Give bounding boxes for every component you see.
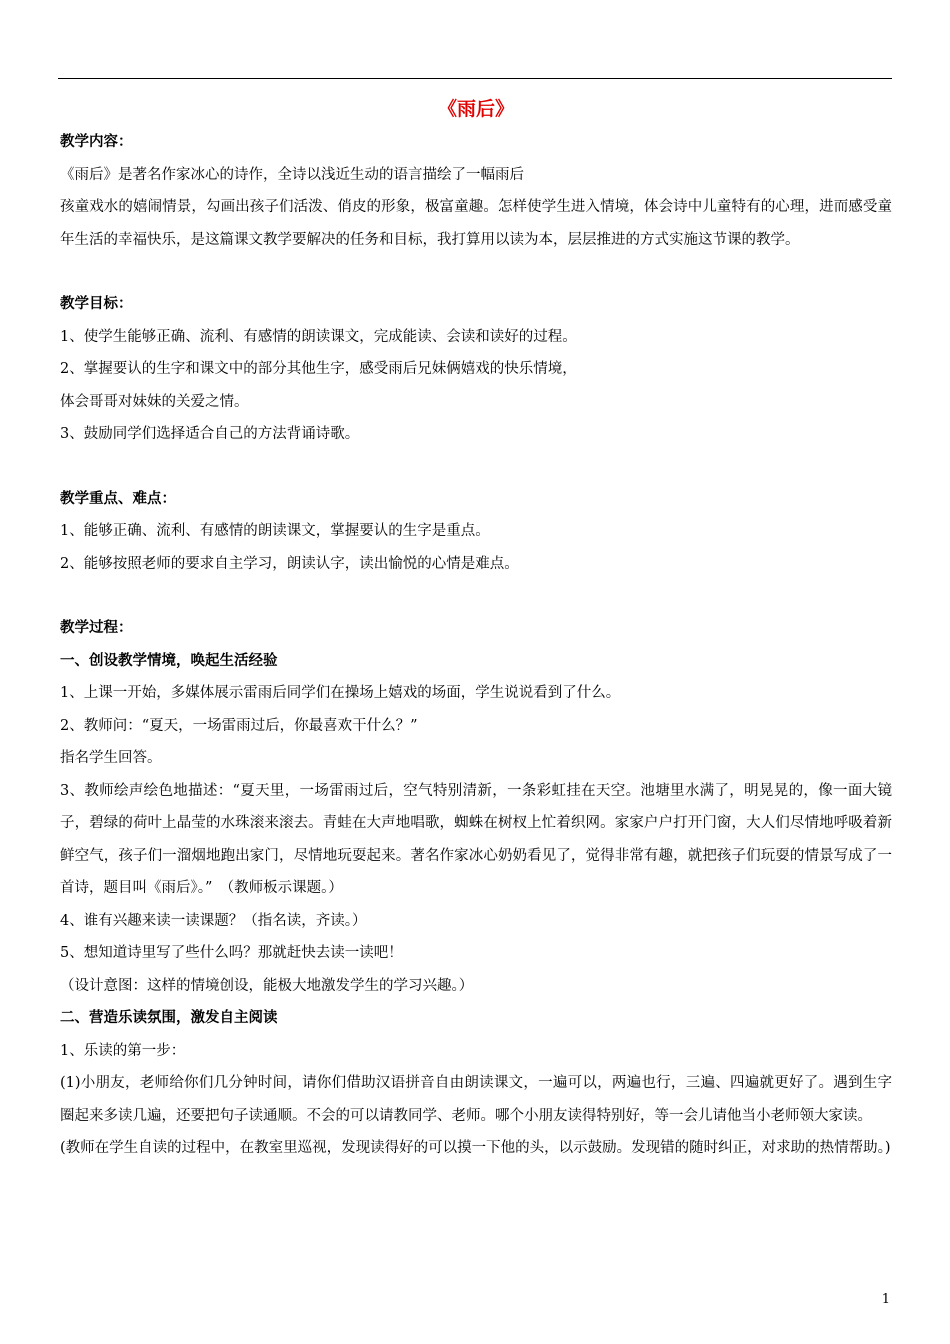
content-line: 《雨后》是著名作家冰心的诗作，全诗以浅近生动的语言描绘了一幅雨后 — [60, 166, 524, 183]
key-points-heading: 教学重点、难点： — [60, 489, 176, 507]
document-body — [60, 92, 892, 1165]
key-point-item: 1、能够正确、流利、有感情的朗读课文，掌握要认的生字是重点。 — [60, 523, 490, 539]
page-number: 1 — [881, 1292, 890, 1307]
section1-heading: 一、创设教学情境，唤起生活经验 — [60, 651, 278, 669]
goals-heading: 教学目标： — [60, 295, 133, 312]
content-paragraph: 孩童戏水的嬉闹情景，勾画出孩子们活泼、俏皮的形象，极富童趣。怎样使学生进入情境，体会诗中儿童特有的心理，进而感受童年生活的幸福快乐，是这篇课文教学要解决的任务和目标，我打算用以读为本，层层推进的方式实施这节课的教学。 — [60, 199, 892, 248]
process-heading: 教学过程： — [60, 619, 133, 636]
section1-line: 5、想知道诗里写了些什么吗？那就赶快去读一读吧！ — [60, 945, 403, 961]
header-rule — [58, 78, 892, 79]
goal-item: 2、掌握要认的生字和课文中的部分其他生字，感受雨后兄妹俩嬉戏的快乐情境， — [60, 361, 577, 377]
goal-item: 1、使学生能够正确、流利、有感情的朗读课文，完成能读、会读和读好的过程。 — [60, 328, 577, 345]
key-point-item: 2、能够按照老师的要求自主学习，朗读认字，读出愉悦的心情是难点。 — [60, 555, 519, 572]
section2-paragraph: (1)小朋友，老师给你们几分钟时间，请你们借助汉语拼音自由朗读课文，一遍可以，两遍也行，三遍、四遍就更好了。遇到生字圈起来多读几遍，还要把句子读通顺。不会的可以请教同学、老师。哪个小朋友读得特别好，等一会儿请他当小老师领大家读。 — [60, 1075, 892, 1124]
section1-line: 4、谁有兴趣来读一读课题？（指名读，齐读。） — [60, 912, 367, 929]
section1-line: 1、上课一开始，多媒体展示雷雨后同学们在操场上嬉戏的场面，学生说说看到了什么。 — [60, 685, 621, 701]
section2-note: (教师在学生自读的过程中，在教室里巡视，发现读得好的可以摸一下他的头，以示鼓励。发现错的随时纠正，对求助的热情帮助。) — [60, 1140, 891, 1156]
content-heading: 教学内容： — [60, 133, 133, 150]
section2-line: 1、乐读的第一步： — [60, 1042, 186, 1059]
section1-paragraph: 3、教师绘声绘色地描述：“夏天里，一场雷雨过后，空气特别清新，一条彩虹挂在天空。池塘里水满了，明晃晃的，像一面大镜子，碧绿的荷叶上晶莹的水珠滚来滚去。青蛙在大声地唱歌，蜘蛛在树杈上忙着织网。家家户户打开门窗，大人们尽情地呼吸着新鲜空气，孩子们一溜烟地跑出家门，尽情地玩耍起来。著名作家冰心奶奶看见了，觉得非常有趣，就把孩子们玩耍的情景写成了一首诗，题目叫《雨后》。” （教师板示课题。） — [60, 782, 892, 896]
section1-line: 指名学生回答。 — [60, 750, 162, 766]
document-title: 《雨后》 — [437, 98, 514, 120]
section1-note: （设计意图：这样的情境创设，能极大地激发学生的学习兴趣。） — [60, 977, 474, 994]
goal-item: 3、鼓励同学们选择适合自己的方法背诵诗歌。 — [60, 426, 360, 442]
section2-heading: 二、营造乐读氛围，激发自主阅读 — [60, 1009, 278, 1026]
section1-line: 2、教师问：“夏天，一场雷雨过后，你最喜欢干什么？” — [60, 717, 418, 734]
goal-item: 体会哥哥对妹妹的关爱之情。 — [60, 393, 249, 410]
